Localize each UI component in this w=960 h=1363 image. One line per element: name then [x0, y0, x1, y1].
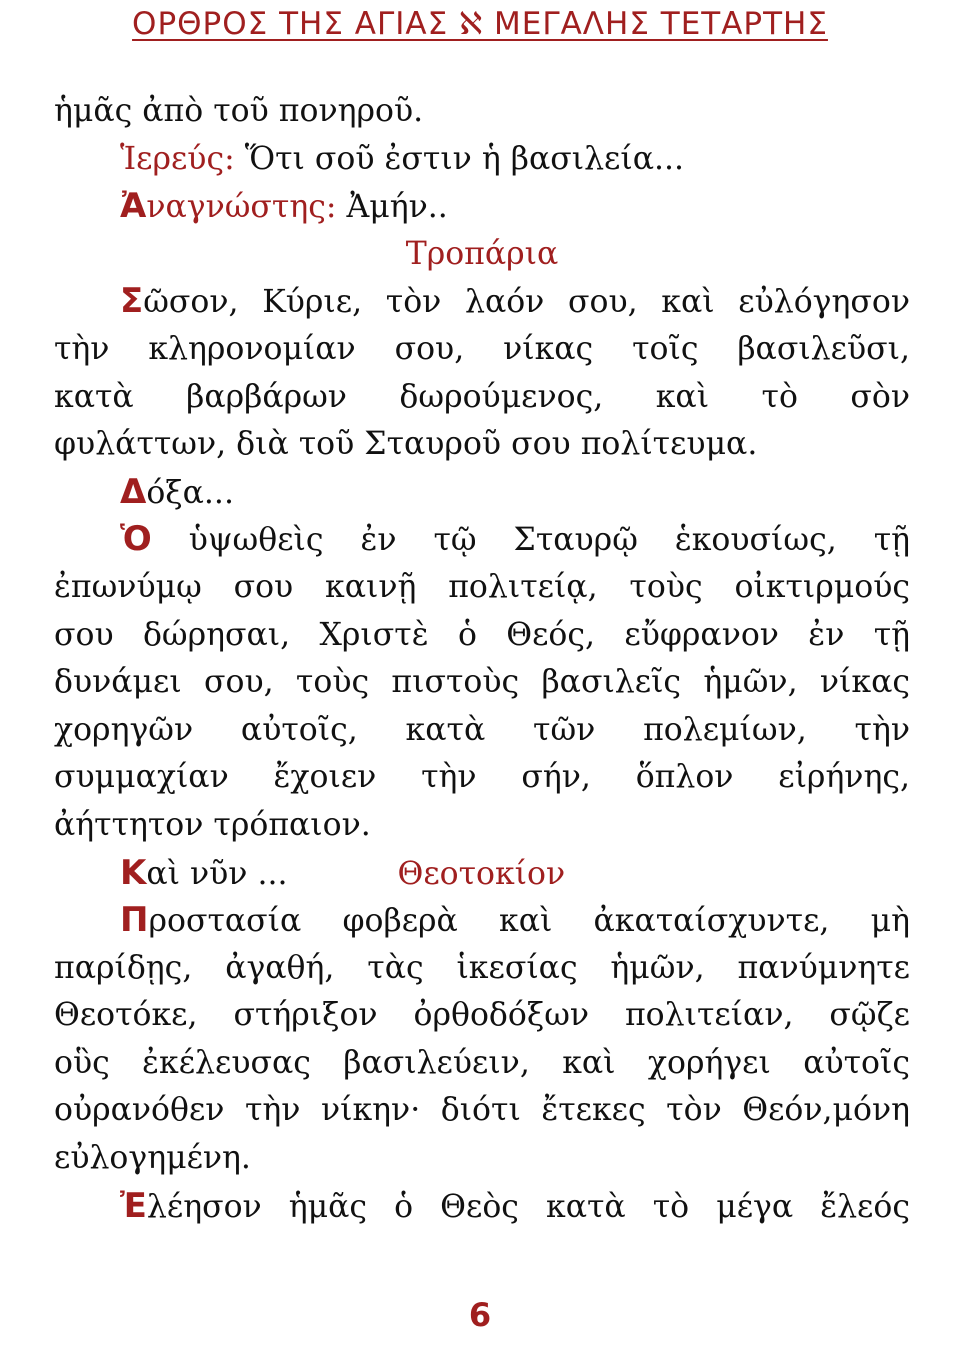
troparion-2-line-6: συμμαχίαν ἔχοιεν τὴν σήν, ὅπλον εἰρήνης,: [54, 759, 910, 796]
reader-line: [54, 183, 910, 231]
troparion-2-initial: Ὁ: [120, 519, 152, 560]
running-header: ΟΡΘΡΟΣ ΤΗΣ ΑΓΙΑΣ ℵ ΜΕΓΑΛΗΣ ΤΕΤΑΡΤΗΣ: [132, 6, 828, 42]
priest-text: Ὅτι σοῦ ἐστιν ἡ βασιλεία...: [234, 140, 685, 177]
priest-label: Ἱερεύς:: [120, 140, 235, 177]
doxa-text: όξα...: [146, 474, 234, 511]
theotokion-line-6: εὐλογημένη.: [54, 1140, 251, 1177]
troparion-2-line-2: ἐπωνύμῳ σου καινῇ πολιτείᾳ, τοὺς οἰκτιρμούς: [54, 568, 910, 605]
theotokion-line-1: [54, 897, 910, 945]
troparion-2-line-4: δυνάμει σου, τοὺς πιστοὺς βασιλεῖς ἡμῶν, νίκας: [54, 664, 910, 701]
theotokion-line-2: παρίδῃς, ἀγαθή, τὰς ἱκεσίας ἡμῶν, πανύμνητε: [54, 949, 910, 986]
troparion-2-line-3: σου δώρησαι, Χριστὲ ὁ Θεός, εὔφρανον ἐν τῇ: [54, 616, 910, 653]
theotokion-line-1-text: ροστασία φοβερὰ καὶ ἀκαταίσχυντε, μὴ: [148, 903, 910, 940]
theotokion-line-3: Θεοτόκε, στήριξον ὀρθοδόξων πολιτείαν, σῷζε: [54, 997, 910, 1034]
kai-nyn-initial: Κ: [120, 852, 147, 893]
troparion-1-line-1-text: ῶσον, Κύριε, τὸν λαόν σου, καὶ εὐλόγησον: [143, 284, 910, 321]
kai-nyn-line: [54, 850, 910, 898]
priest-line: [54, 136, 910, 184]
theotokion-heading: Θεοτοκίον: [397, 855, 566, 892]
eleison-line-1: [54, 1183, 910, 1231]
eleison-initial: Ἐ: [120, 1185, 147, 1226]
doxa-line: [54, 469, 910, 517]
reader-label: ναγνώστης:: [146, 189, 337, 226]
reader-initial: Ἀ: [120, 186, 147, 227]
text-line-1: ἡμᾶς ἀπὸ τοῦ πονηροῦ.: [54, 93, 424, 129]
troparion-1-line-2: τὴν κληρονομίαν σου, νίκας τοῖς βασιλεῦσι,: [54, 330, 910, 367]
eleison-line-1-text: λέησον ἡμᾶς ὁ Θεὸς κατὰ τὸ μέγα ἔλεός: [146, 1188, 910, 1225]
troparion-2-line-1-text: ὑψωθεὶς ἐν τῷ Σταυρῷ ἑκουσίως, τῇ: [151, 522, 910, 559]
section-heading-troparia: Τροπάρια: [405, 235, 559, 272]
troparion-1-initial: Σ: [120, 281, 144, 322]
theotokion-line-4: οὓς ἐκέλευσας βασιλεύειν, καὶ χορήγει αὐτοῖς: [54, 1044, 910, 1081]
page-number: 6: [468, 1296, 492, 1334]
troparion-2-line-5: χορηγῶν αὐτοῖς, κατὰ τῶν πολεμίων, τὴν: [54, 711, 910, 748]
troparion-1-line-3: κατὰ βαρβάρων δωρούμενος, καὶ τὸ σὸν: [54, 378, 910, 415]
body-text: [54, 88, 910, 1230]
theotokion-initial: Π: [120, 900, 149, 941]
troparion-1-line-1: [54, 278, 910, 326]
troparion-1-line-4: φυλάττων, διὰ τοῦ Σταυροῦ σου πολίτευμα.: [54, 426, 758, 463]
kai-nyn-text: αὶ νῦν ...: [146, 855, 288, 892]
doxa-initial: Δ: [120, 471, 147, 512]
troparion-2-line-7: ἀήττητον τρόπαιον.: [54, 806, 371, 843]
theotokion-line-5: οὐρανόθεν τὴν νίκην· διότι ἔτεκες τὸν Θεόν,μόνη: [54, 1092, 910, 1129]
reader-text: Ἀμήν..: [336, 189, 448, 226]
troparion-2-line-1: [54, 516, 910, 564]
